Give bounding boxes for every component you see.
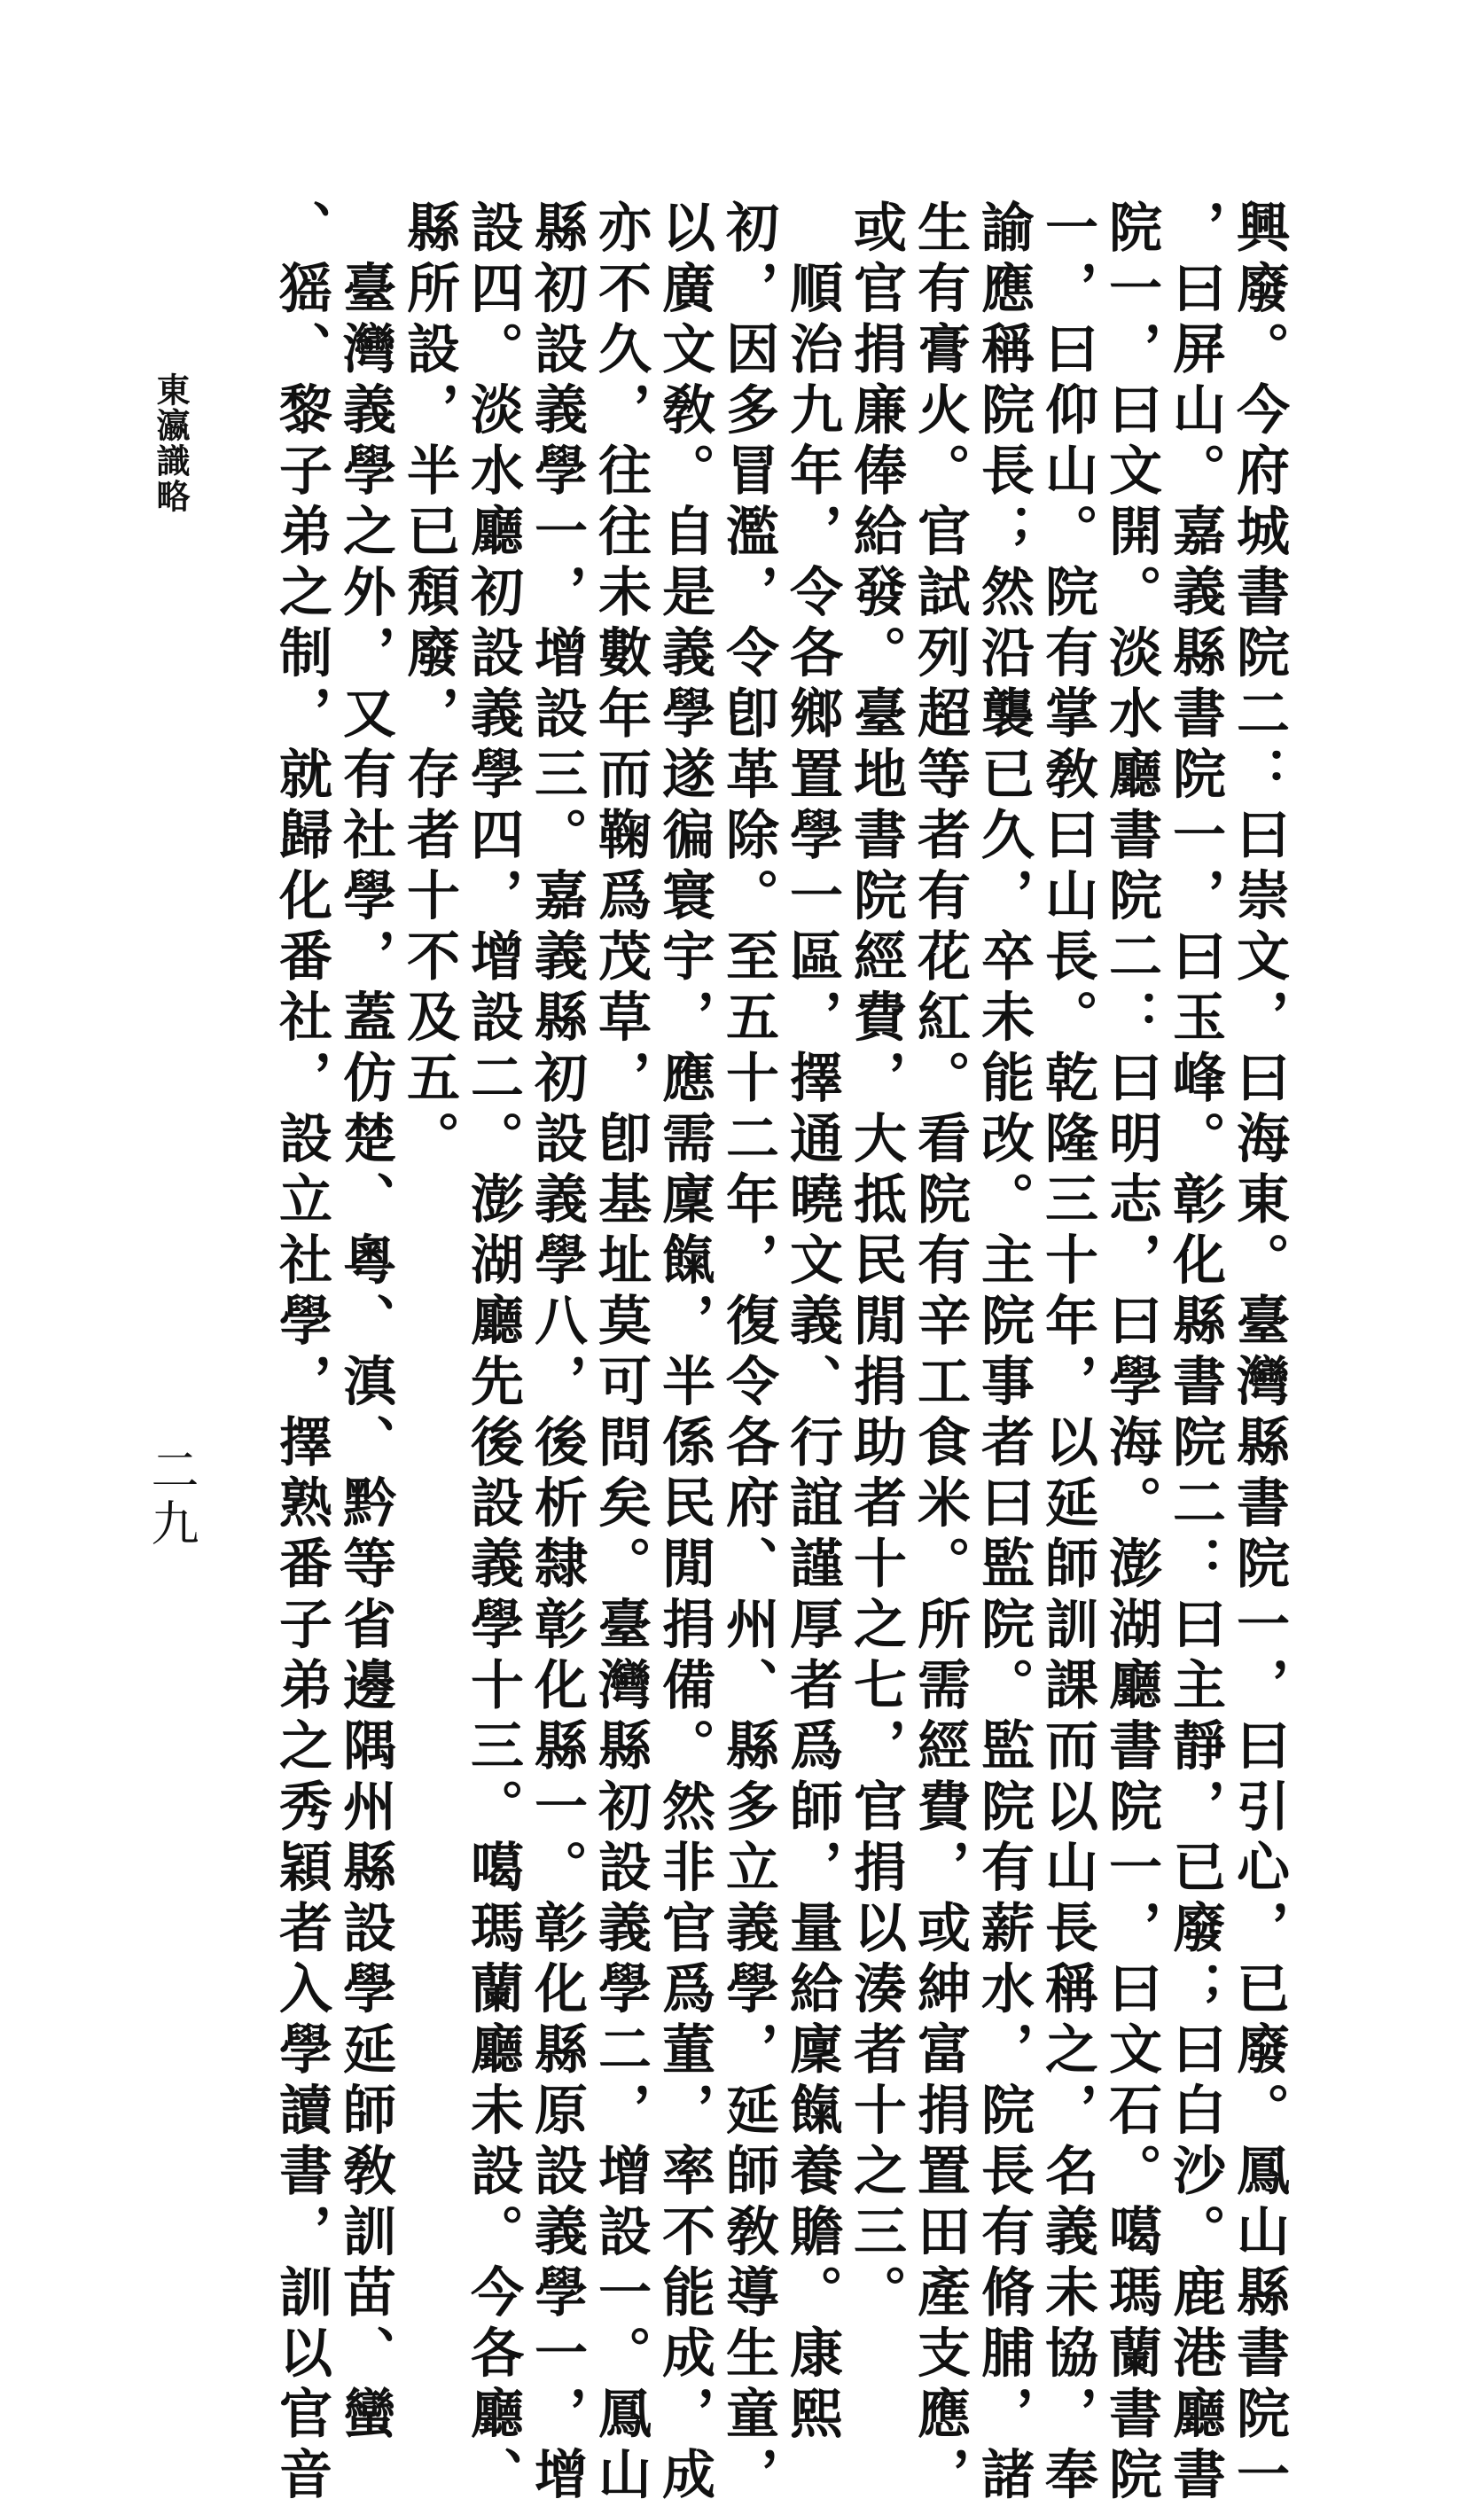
text-column-8: 順治九年，令各鄉置學一區，擇通曉文義、行誼謹厚者爲師，量給廩餼養贍。康熙: [781, 199, 843, 2447]
text-column-3: 院一，曰文開。淡水廳書院二：曰明志，曰學海。澎湖廳書院一，曰文石。噶瑪蘭書院: [1100, 199, 1162, 2507]
text-column-2: ，曰屏山。嘉義縣書院一，曰玉峰。彰化縣書院二：曰主靜，已廢；曰白沙。鹿港廳書: [1164, 199, 1226, 2507]
page-number: 二九: [144, 1445, 199, 1551]
text-column-6: 生有膏火。官試列超等者有花紅。看院有辛工食米。所需經費，或紳富捐置田產支應，: [909, 199, 971, 2507]
text-column-1: 興廢。今府城書院二：曰崇文，曰海東。臺灣縣書院一，曰引心，已廢。鳳山縣書院一: [1228, 199, 1290, 2507]
text-column-11: 亦不久，往往未數年而鞠爲茂草，卽基址莫可問矣。臺灣縣初設義學二，增設一。鳳山: [590, 199, 652, 2507]
text-column-12: 縣初設義學一，增設三。嘉義縣初設義學八，後析隸彰化縣一。彰化縣原設義學一，增: [526, 199, 588, 2507]
text-column-13: 設四。淡水廳初設義學四，增設二。澎湖廳先後設義學十三。噶瑪蘭廳未設。今各廳、: [462, 199, 524, 2507]
text-column-10: 以廣文敎。自是義學遂徧寰宇，應需廩餼，半係民閒捐備。然非官爲董，率不能成，成: [653, 199, 715, 2507]
text-column-9: 初，因多冒濫，令卽革除。至五十二年，復令各府、州、縣多立義學，延師敎導生童，: [717, 199, 779, 2507]
running-title: 東瀛識略: [151, 372, 191, 514]
text-column-14: 縣所設，半已頽廢，存者十不及五。: [398, 199, 460, 1171]
text-column-5: 諭應稱院長；然沿襲已久，卒未能改。主院事者曰監院。監院有薪水，院長有脩脯，諸: [972, 199, 1035, 2507]
text-column-15: 臺灣義學之外，又有社學，蓋仿楚、粵、滇、黔等省邊隅州縣設學延師敎訓苗、蠻: [334, 199, 396, 2447]
text-column-16: 、猺、黎子弟之制，就歸化番社，設立社學，擇熟番子弟之秀穎者入學讀書，訓以官音: [270, 199, 332, 2507]
text-column-4: 一，曰仰山。院有掌敎曰山長。乾隆三十年，以延師訓課而以山長稱之，名義未協，奉: [1036, 199, 1098, 2507]
text-column-7: 或官捐廉俸給發。臺地書院經費，大抵民閒捐助者十之七，官捐以湊者十之三。: [845, 199, 907, 2325]
